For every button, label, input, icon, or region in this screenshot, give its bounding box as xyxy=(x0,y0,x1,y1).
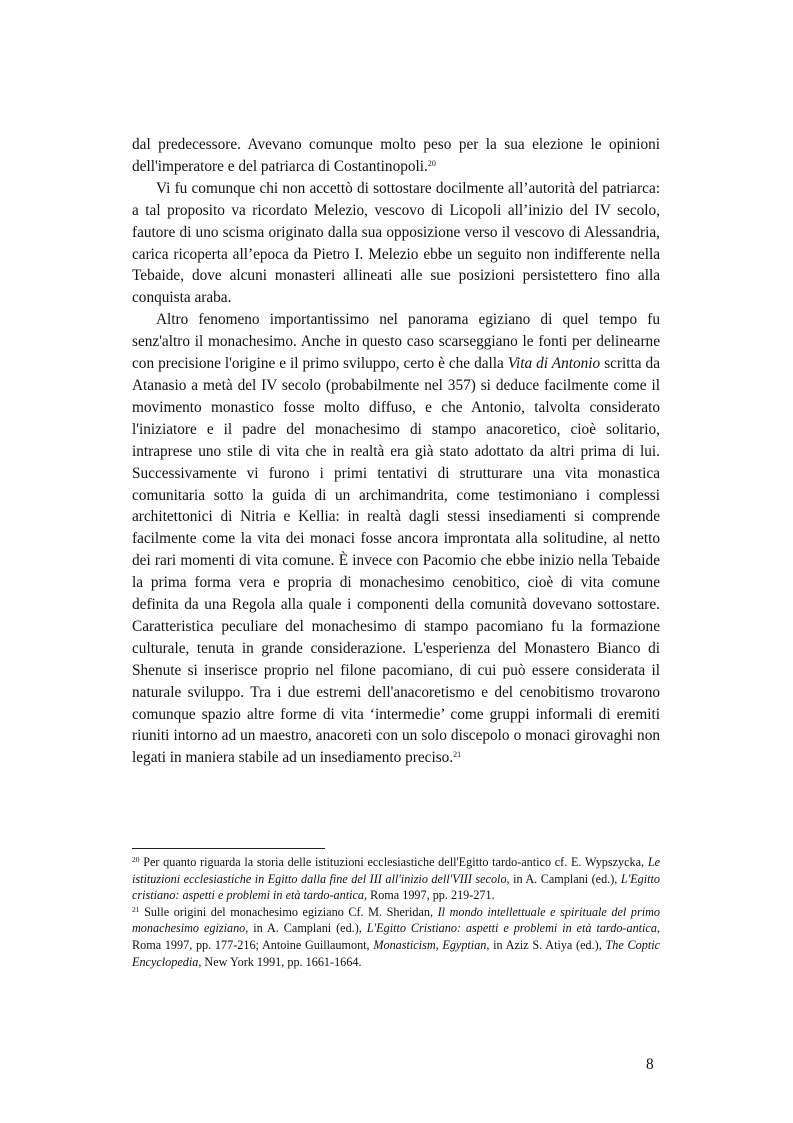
text-run: , in Aziz S. Atiya (ed.), xyxy=(486,937,606,952)
footnote-ref: 20 xyxy=(132,855,140,864)
footnote-ref: 21 xyxy=(132,904,140,914)
italic-text: L'Egitto cristiano: aspetti e problemi in età tardo-antica, xyxy=(132,871,660,903)
text-run: , New York 1991, pp. 1661-1664. xyxy=(198,954,362,969)
text-run: scritta da Atanasio a metà del IV secolo (probabilmente nel 357) si deduce facilmente come il movimento monastico fosse molto diffuso, e che Antonio, talvolta considerato l'iniziatore e il padre del monachesimo di stampo anacoretico, cioè solitario, intraprese uno stile di vita che in realtà era già stato adottato da altri prima di lui. Successivamente vi furono i primi tentativi di strutturare una vita monastica comunitaria sotto la guida di un archimandrita, come testimoniano i complessi architettonici di Nitria e Kellia: in realtà dagli stessi insediamenti si comprende facilmente come la vita dei monaci fosse ancora improntata alla solitudine, al netto dei rari momenti di vita comune. È invece con Pacomio che ebbe inizio nella Tebaide la prima forma vera e propria di monachesimo cenobitico, cioè di vita comune definita da una Regola alla quale i componenti della comunità dovevano sottostare. Caratteristica peculiare del monachesimo di stampo pacomiano fu la formazione culturale, tenuta in grande considerazione. L'esperienza del Monastero Bianco di Shenute si inserisce proprio nel filone pacomiano, di cui può essere considerata il naturale sviluppo. Tra i due estremi dell'anacoretismo e del cenobitismo trovarono comunque spazio altre forme di vita ‘intermedie’ come gruppi informali di eremiti riuniti intorno ad un maestro, anacoreti con un solo discepolo o monaci girovaghi non legati in maniera stabile ad un insediamento preciso. xyxy=(132,355,660,767)
text-run: Roma 1997, pp. 219-271. xyxy=(367,888,495,903)
paragraph xyxy=(132,178,660,309)
paragraph xyxy=(132,309,660,769)
footnotes xyxy=(132,854,660,970)
italic-text: The Coptic Encyclopedia xyxy=(132,937,660,969)
footnote-20 xyxy=(132,854,660,904)
footnote-21 xyxy=(132,904,660,970)
italic-text: Vita di Antonio xyxy=(507,355,601,373)
text-run: , in A. Camplani (ed.), xyxy=(506,871,621,886)
footnote-separator xyxy=(132,848,325,849)
text-run: , Roma 1997, pp. 177-216; Antoine Guillaumont, xyxy=(132,921,660,952)
text-run: Sulle origini del monachesimo egiziano Cf. M. Sheridan, xyxy=(139,904,438,919)
text-run: dal predecessore. Avevano comunque molto peso per la sua elezione le opinioni dell'imperatore e del patriarca di Costantinopoli. xyxy=(132,136,660,175)
text-run: Per quanto riguarda la storia delle istituzioni ecclesiastiche dell'Egitto tardo-antico cf. E. Wypszycka, xyxy=(139,855,648,869)
italic-text: Il mondo intellettuale e spirituale del primo monachesimo egiziano xyxy=(132,904,660,936)
footnote-ref: 20 xyxy=(427,158,436,168)
italic-text: Monasticism, Egyptian xyxy=(373,937,487,952)
paragraph xyxy=(132,134,660,178)
text-run: , in A. Camplani (ed.), xyxy=(245,921,367,936)
body-text xyxy=(132,134,660,769)
footnote-ref: 21 xyxy=(453,750,462,760)
italic-text: Le istituzioni ecclesiastiche in Egitto dalla fine del III all'inizio dell'VIII secolo xyxy=(132,855,660,886)
text-run: Vi fu comunque chi non accettò di sottostare docilmente all’autorità del patriarca: a tal proposito va ricordato Melezio, vescovo di Licopoli all’inizio del IV secolo, fautore di uno scisma originato dalla sua opposizione verso il vescovo di Alessandria, carica ricoperta all’epoca da Pietro I. Melezio ebbe un seguito non indifferente nella Tebaide, dove alcuni monasteri allineati alle sue posizioni persistettero fino alla conquista araba. xyxy=(132,179,660,307)
page-number: 8 xyxy=(646,1056,654,1073)
text-run: Altro fenomeno importantissimo nel panorama egiziano di quel tempo fu senz'altro il monachesimo. Anche in questo caso scarseggiano le fonti per delinearne con precisione l'origine e il primo sviluppo, certo è che dalla xyxy=(132,311,660,373)
italic-text: L'Egitto Cristiano: aspetti e problemi in età tardo-antica xyxy=(366,921,657,936)
